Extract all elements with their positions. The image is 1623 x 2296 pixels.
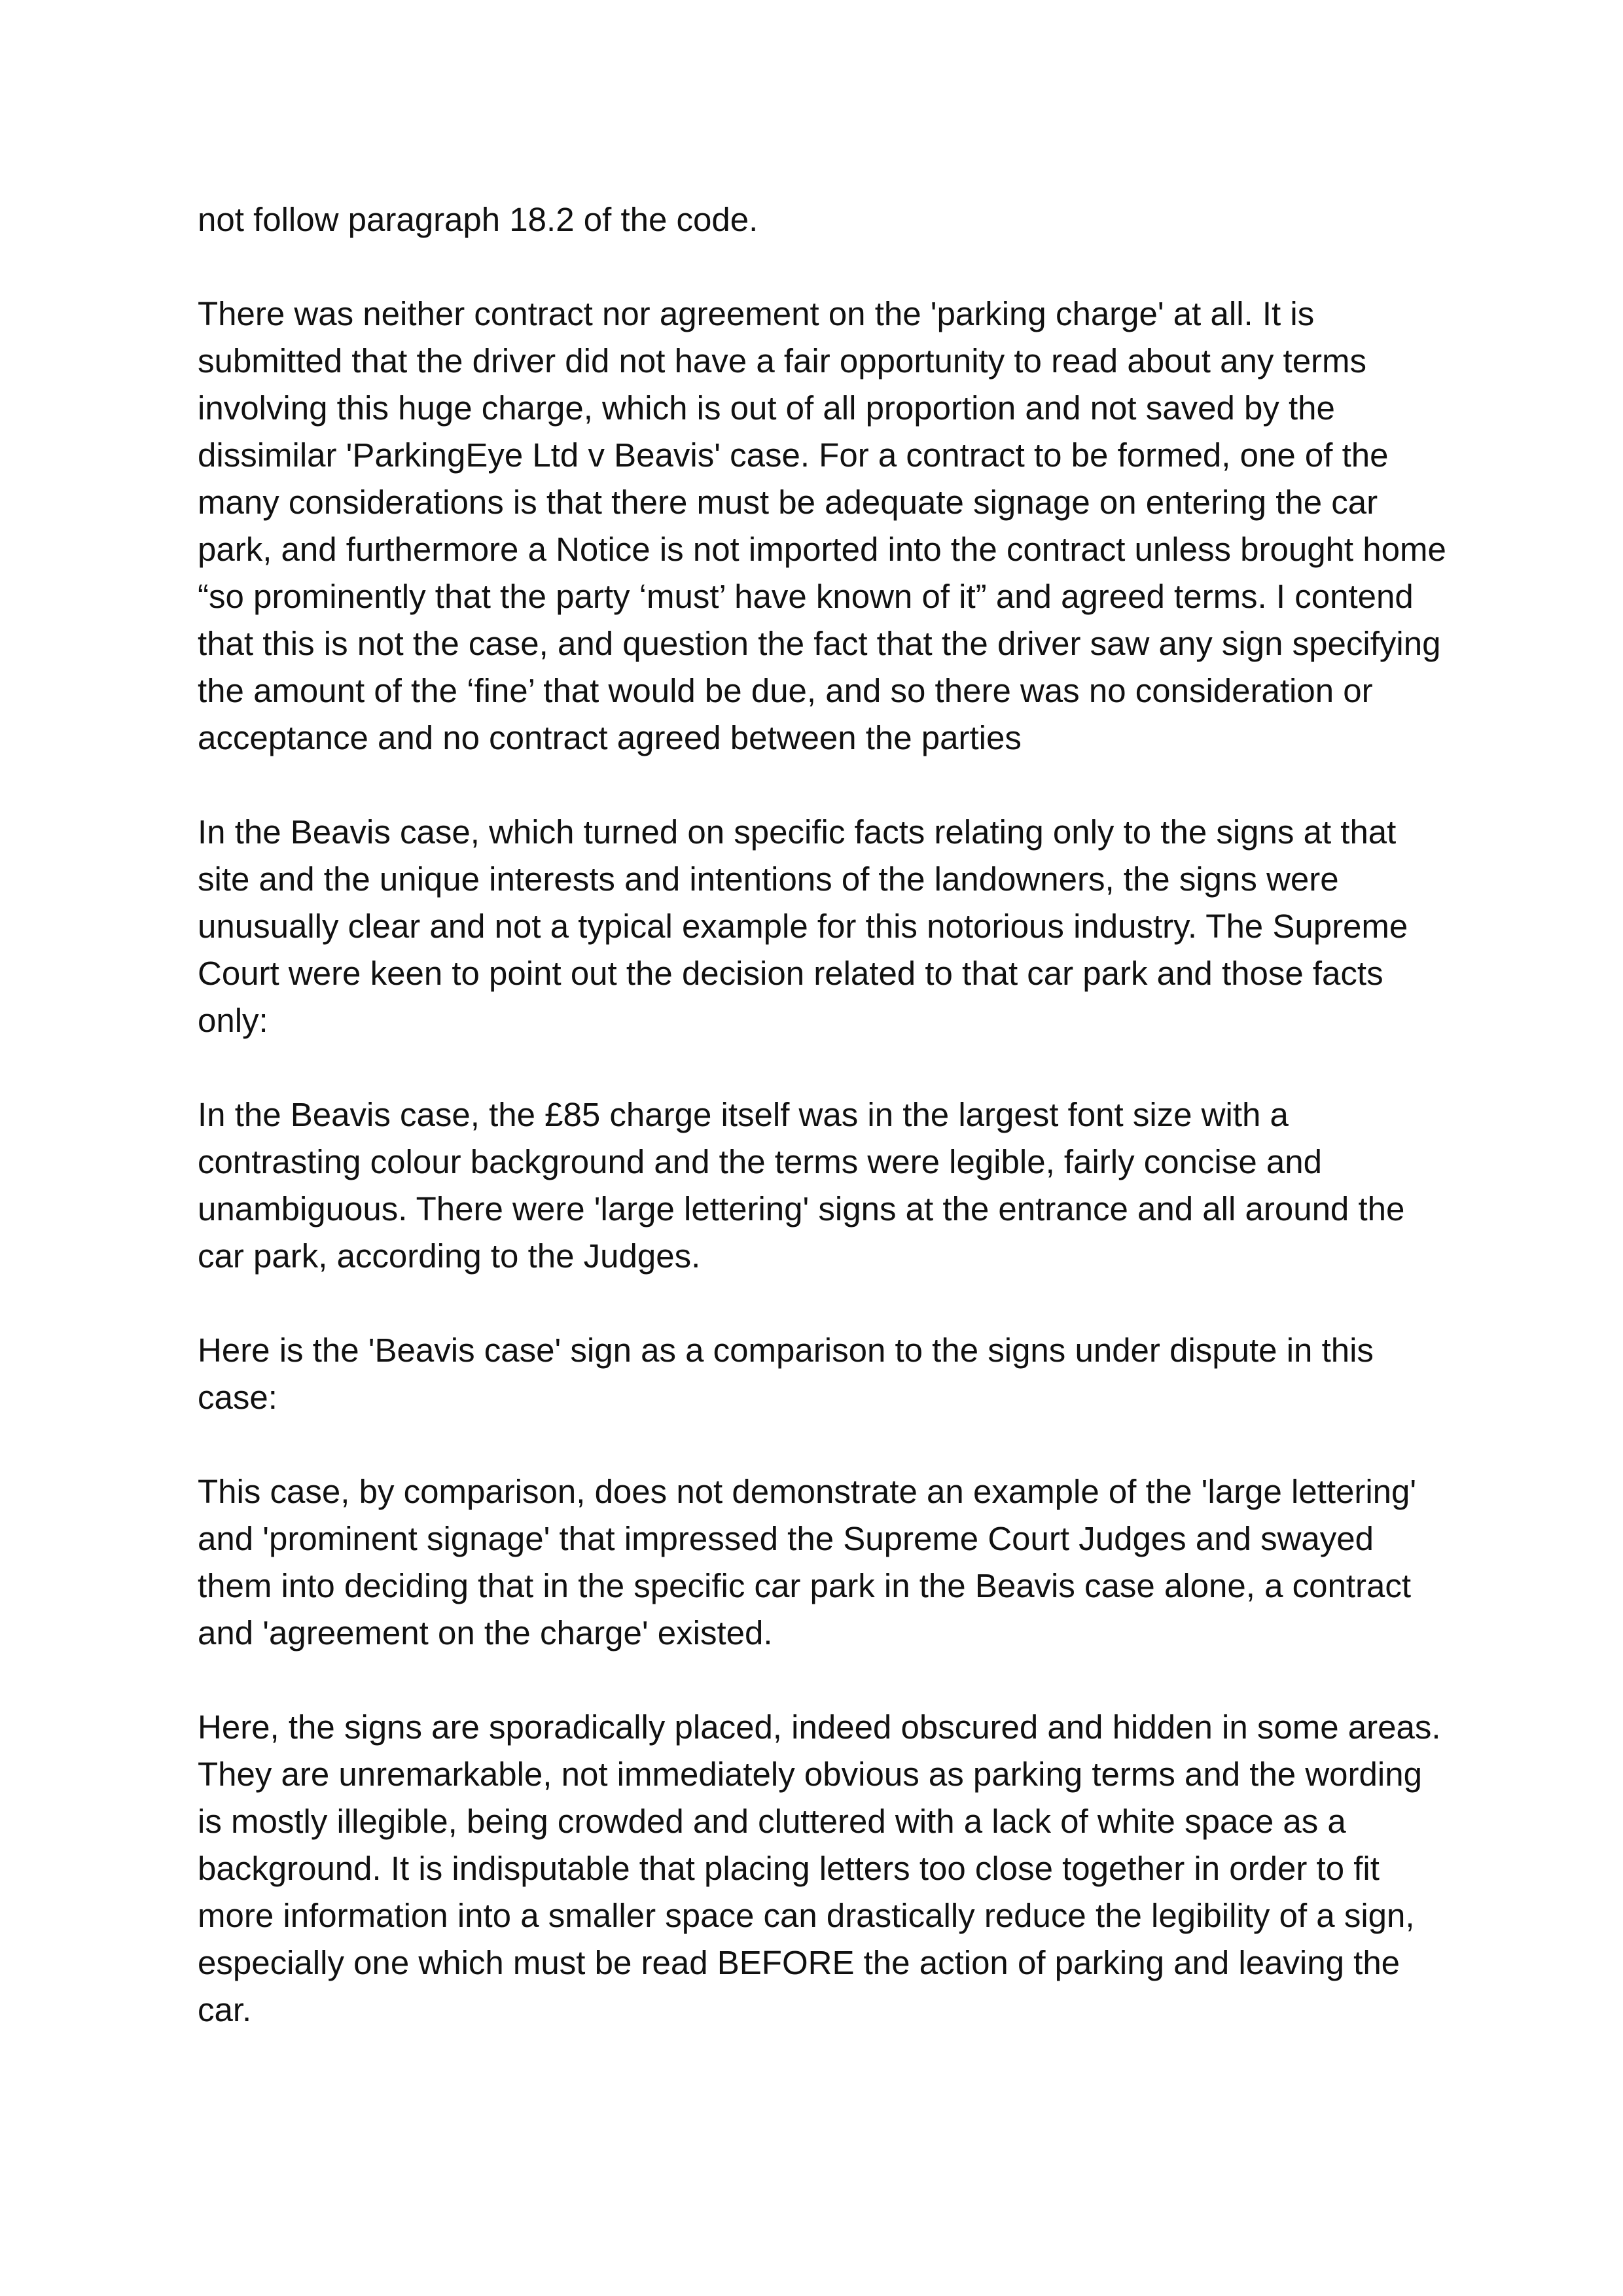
- paragraph-comparison: This case, by comparison, does not demonstrate an example of the 'large lettering' and 'prominent signage' that impressed the Supreme Court Judges and swayed them into deciding that in the specific car park in the Beavis case alone, a contract and 'agreement on the charge' existed.: [198, 1473, 1417, 1651]
- paragraph-continuation: not follow paragraph 18.2 of the code.: [198, 201, 758, 238]
- document-page: [198, 196, 1454, 2034]
- paragraph-beavis-facts: In the Beavis case, which turned on specific facts relating only to the signs at that site and the unique interests and intentions of the landowners, the signs were unusually clear and not a typical example for this notorious industry. The Supreme Court were keen to point out the decision related to that car park and those facts only:: [198, 813, 1408, 1039]
- paragraph-beavis-charge: In the Beavis case, the £85 charge itself was in the largest font size with a contrasting colour background and the terms were legible, fairly concise and unambiguous. There were 'large lettering' signs at the entrance and all around the car park, according to the Judges.: [198, 1096, 1405, 1275]
- paragraph-beavis-sign: Here is the 'Beavis case' sign as a comparison to the signs under dispute in this case:: [198, 1332, 1374, 1416]
- paragraph-signs-here: Here, the signs are sporadically placed, indeed obscured and hidden in some areas. They are unremarkable, not immediately obvious as parking terms and the wording is mostly illegible, being crowded and cluttered with a lack of white space as a background. It is indisputable that placing letters too close together in order to fit more information into a smaller space can drastically reduce the legibility of a sign, especially one which must be read BEFORE the action of parking and leaving the car.: [198, 1708, 1441, 2028]
- paragraph-no-contract: There was neither contract nor agreement on the 'parking charge' at all. It is submitted that the driver did not have a fair opportunity to read about any terms involving this huge charge, which is out of all proportion and not saved by the dissimilar 'ParkingEye Ltd v Beavis' case. For a contract to be formed, one of the many considerations is that there must be adequate signage on entering the car park, and furthermore a Notice is not imported into the contract unless brought home “so prominently that the party ‘must’ have known of it” and agreed terms. I contend that this is not the case, and question the fact that the driver saw any sign specifying the amount of the ‘fine’ that would be due, and so there was no consideration or acceptance and no contract agreed between the parties: [198, 295, 1446, 756]
